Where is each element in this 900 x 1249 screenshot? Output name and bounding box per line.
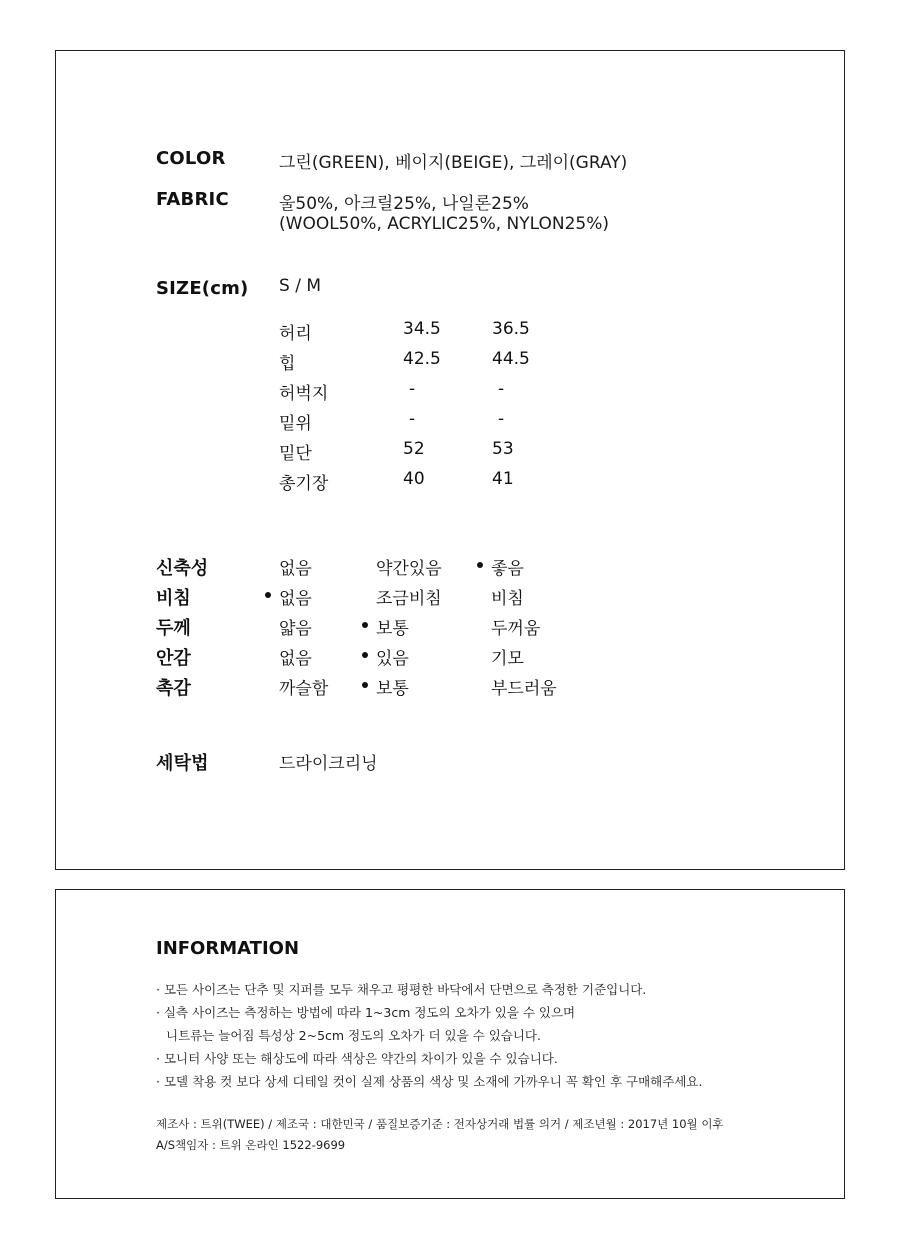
size-row-name: 허리 [279, 324, 312, 344]
size-row-name: 밑단 [279, 444, 312, 464]
size-row-s: 40 [403, 469, 425, 489]
attribute-option: 부드러움 [491, 679, 557, 699]
selected-dot-icon [362, 682, 368, 688]
size-row-s: - [409, 409, 416, 429]
attribute-option: 약간있음 [376, 559, 442, 579]
attribute-name: 비침 [156, 588, 191, 609]
size-row-m: 53 [492, 439, 514, 459]
fabric-line-en: (WOOL50%, ACRYLIC25%, NYLON25%) [279, 214, 610, 234]
size-row-s: - [409, 379, 416, 399]
size-row-m: 44.5 [492, 349, 530, 369]
attribute-option: 좋음 [491, 554, 524, 579]
size-row-name: 총기장 [279, 474, 329, 494]
color-label: COLOR [156, 148, 226, 169]
attribute-option: 없음 [279, 584, 312, 609]
fabric-label: FABRIC [156, 189, 229, 210]
size-row-name: 힙 [279, 354, 296, 374]
washing-value: 드라이크리닝 [279, 754, 378, 774]
product-spec-panel [55, 50, 845, 870]
size-row-m: - [498, 409, 505, 429]
info-note: · 모든 사이즈는 단추 및 지퍼를 모두 채우고 평평한 바닥에서 단면으로 측정한 기준입니다. [156, 982, 647, 997]
information-title: INFORMATION [156, 938, 300, 959]
selected-dot-icon [362, 622, 368, 628]
fabric-line-ko: 울50%, 아크릴25%, 나일론25% [279, 194, 529, 214]
size-row-m: 36.5 [492, 319, 530, 339]
info-note: · 모니터 사양 또는 해상도에 따라 색상은 약간의 차이가 있을 수 있습니다. [156, 1051, 558, 1066]
attribute-option: 비침 [491, 589, 524, 609]
info-note: · 실측 사이즈는 측정하는 방법에 따라 1~3cm 정도의 오차가 있을 수 있으며 [156, 1005, 576, 1020]
attribute-name: 두께 [156, 618, 191, 639]
attribute-option: 조금비침 [376, 589, 442, 609]
selected-dot-icon [265, 592, 271, 598]
washing-label: 세탁법 [156, 753, 209, 774]
attribute-option: 얇음 [279, 619, 312, 639]
info-note: 니트류는 늘어짐 특성상 2~5cm 정도의 오차가 더 있을 수 있습니다. [166, 1028, 541, 1043]
attribute-option: 보통 [376, 614, 409, 639]
info-note: · 모델 착용 컷 보다 상세 디테일 컷이 실제 상품의 색상 및 소재에 가까우니 꼭 확인 후 구매해주세요. [156, 1074, 703, 1089]
attribute-option: 보통 [376, 674, 409, 699]
size-row-s: 52 [403, 439, 425, 459]
attribute-option: 있음 [376, 644, 409, 669]
size-options: S / M [279, 276, 321, 296]
attribute-option: 없음 [279, 559, 312, 579]
color-value: 그린(GREEN), 베이지(BEIGE), 그레이(GRAY) [279, 153, 628, 173]
size-row-m: 41 [492, 469, 514, 489]
attribute-option: 까슬함 [279, 679, 329, 699]
size-row-s: 42.5 [403, 349, 441, 369]
selected-dot-icon [477, 562, 483, 568]
attribute-option: 두꺼움 [491, 619, 541, 639]
attribute-option: 없음 [279, 649, 312, 669]
selected-dot-icon [362, 652, 368, 658]
attribute-name: 신축성 [156, 558, 209, 579]
size-label: SIZE(cm) [156, 278, 249, 299]
attribute-name: 촉감 [156, 678, 191, 699]
attribute-name: 안감 [156, 648, 191, 669]
as-manager-info: A/S책임자 : 트위 온라인 1522-9699 [156, 1138, 346, 1152]
manufacturer-info: 제조사 : 트위(TWEE) / 제조국 : 대한민국 / 품질보증기준 : 전자상거래 법률 의거 / 제조년월 : 2017년 10월 이후 [156, 1117, 724, 1131]
attribute-option: 기모 [491, 649, 524, 669]
information-panel [55, 889, 845, 1199]
size-row-name: 허벅지 [279, 384, 329, 404]
size-row-m: - [498, 379, 505, 399]
size-row-name: 밑위 [279, 414, 312, 434]
size-row-s: 34.5 [403, 319, 441, 339]
